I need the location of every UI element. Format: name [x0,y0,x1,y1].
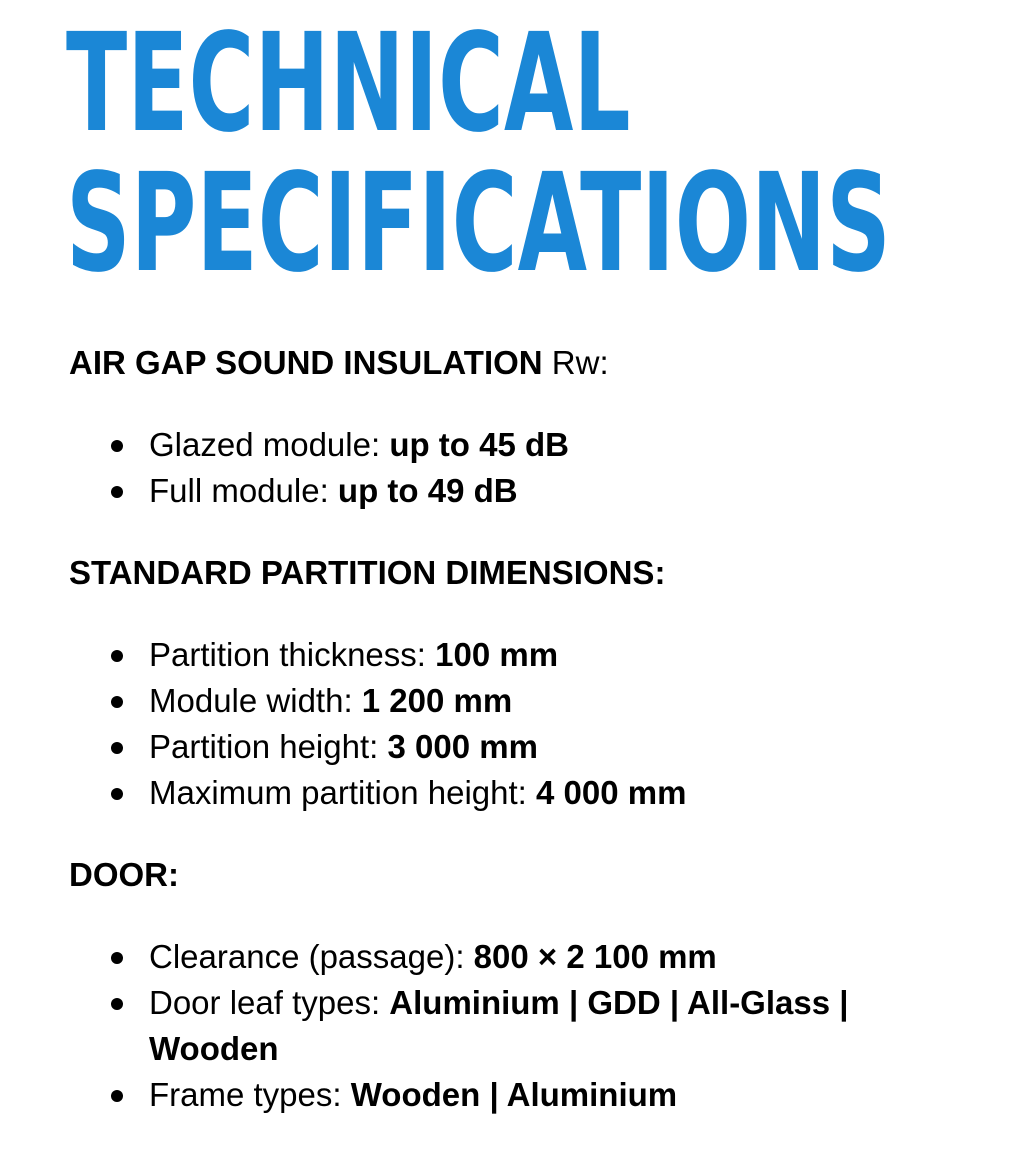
bullet-icon [111,440,123,452]
spec-list-dimensions [69,632,969,816]
list-item [69,422,969,468]
bullet-icon [111,788,123,800]
bullet-icon [111,952,123,964]
list-item [69,980,969,1072]
spec-value: Aluminium | GDD | All-Glass | Wooden [149,984,849,1067]
spec-value: up to 49 dB [337,472,518,509]
bullet-icon [111,1090,123,1102]
list-item [69,724,969,770]
bullet-icon [111,998,123,1010]
section-heading-door [69,852,969,898]
spec-label: Glazed module: [149,426,390,463]
spec-label: Full module: [149,472,338,509]
section-heading-dimensions [69,550,969,596]
page-title-line-2: SPECIFICATIONS [66,145,891,303]
page-title [66,5,891,303]
bullet-icon [111,486,123,498]
spec-label: Partition height: [149,728,388,765]
list-item [69,468,969,514]
bullet-icon [111,650,123,662]
spec-value: 100 mm [435,636,559,673]
spec-label: Module width: [149,682,362,719]
spec-content [69,340,969,1154]
list-item [69,1072,969,1118]
spec-value: 1 200 mm [361,682,513,719]
spec-value: 4 000 mm [536,774,687,811]
spec-label: Maximum partition height: [149,774,536,811]
bullet-icon [111,742,123,754]
spec-label: Frame types: [149,1076,351,1113]
page-title-line-1: TECHNICAL [66,5,631,163]
spec-label: Clearance (passage): [149,938,474,975]
list-item [69,678,969,724]
list-item [69,770,969,816]
spec-label: Partition thickness: [149,636,436,673]
bullet-icon [111,696,123,708]
spec-list-sound-insulation [69,422,969,514]
list-item [69,934,969,980]
spec-label: Door leaf types: [149,984,390,1021]
section-heading-sound-insulation [69,340,969,386]
section-heading-text: AIR GAP SOUND INSULATION [69,344,543,381]
spec-value: 800 × 2 100 mm [473,938,717,975]
section-heading-text: STANDARD PARTITION DIMENSIONS: [69,554,666,591]
section-heading-suffix: Rw: [542,344,609,381]
spec-value: up to 45 dB [389,426,569,463]
list-item [69,632,969,678]
section-heading-text: DOOR: [69,856,179,893]
spec-list-door [69,934,969,1118]
spec-value: 3 000 mm [387,728,538,765]
spec-value: Wooden | Aluminium [350,1076,678,1113]
